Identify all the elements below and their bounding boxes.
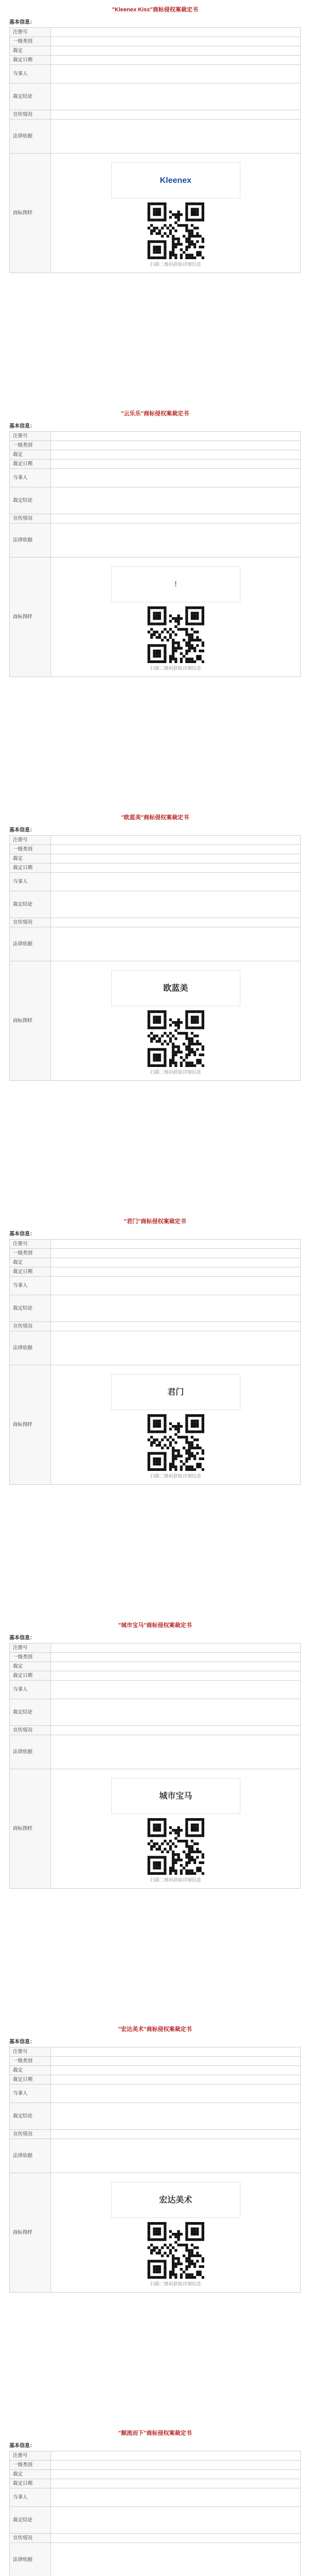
field-label: 注册号 bbox=[10, 2451, 51, 2461]
decision-section bbox=[9, 1218, 301, 1622]
table-row bbox=[10, 1240, 301, 1249]
table-row bbox=[10, 2543, 301, 2576]
field-value bbox=[51, 2479, 301, 2488]
trademark-image-cell bbox=[51, 2173, 301, 2293]
field-label: 宣传情况 bbox=[10, 1726, 51, 1735]
qr-code-icon bbox=[148, 606, 204, 663]
qr-code-icon bbox=[148, 1818, 204, 1875]
table-row bbox=[10, 1331, 301, 1365]
table-row bbox=[10, 120, 301, 154]
section-title: "君门"商标侵权案裁定书 bbox=[124, 1218, 186, 1225]
field-value bbox=[51, 2084, 301, 2103]
basic-info-label: 基本信息： bbox=[9, 1635, 35, 1641]
qr-wrapper bbox=[54, 202, 297, 259]
table-row bbox=[10, 2507, 301, 2534]
table-row bbox=[10, 523, 301, 557]
table-row bbox=[10, 2451, 301, 2461]
table-row bbox=[10, 1699, 301, 1726]
table-row bbox=[10, 1769, 301, 1889]
field-label: 宣传情况 bbox=[10, 514, 51, 523]
field-value bbox=[51, 873, 301, 891]
field-value bbox=[51, 2103, 301, 2130]
field-value bbox=[51, 2543, 301, 2576]
table-row bbox=[10, 1671, 301, 1681]
table-row bbox=[10, 37, 301, 46]
field-value bbox=[51, 1267, 301, 1277]
field-value bbox=[51, 514, 301, 523]
field-label: 法律依据 bbox=[10, 2543, 51, 2576]
field-value bbox=[51, 863, 301, 873]
info-table bbox=[9, 27, 301, 273]
field-label: 裁定结论 bbox=[10, 1295, 51, 1322]
trademark-logo bbox=[111, 970, 240, 1006]
table-row bbox=[10, 28, 301, 37]
table-row bbox=[10, 2479, 301, 2488]
field-label: 裁定日期 bbox=[10, 1671, 51, 1681]
field-value bbox=[51, 28, 301, 37]
field-label: 当事人 bbox=[10, 1277, 51, 1295]
field-value bbox=[51, 891, 301, 918]
field-label: 裁定日期 bbox=[10, 460, 51, 469]
info-table bbox=[9, 2047, 301, 2293]
field-value bbox=[51, 37, 301, 46]
table-row bbox=[10, 557, 301, 677]
field-label: 裁定 bbox=[10, 854, 51, 863]
trademark-image-cell bbox=[51, 961, 301, 1081]
field-label: 商标图样 bbox=[10, 2173, 51, 2293]
qr-code-icon bbox=[148, 2222, 204, 2279]
table-row bbox=[10, 460, 301, 469]
field-label: 注册号 bbox=[10, 1240, 51, 1249]
table-row bbox=[10, 1653, 301, 1662]
table-row bbox=[10, 514, 301, 523]
section-title: "城市宝马"商标侵权案裁定书 bbox=[118, 1622, 192, 1629]
field-value bbox=[51, 441, 301, 450]
basic-info-label: 基本信息： bbox=[9, 423, 35, 429]
trademark-image-cell bbox=[51, 1769, 301, 1889]
table-row bbox=[10, 1277, 301, 1295]
info-table bbox=[9, 2451, 301, 2576]
decision-section bbox=[9, 1622, 301, 2026]
table-row bbox=[10, 56, 301, 65]
field-label: 注册号 bbox=[10, 28, 51, 37]
field-label: 商标图样 bbox=[10, 154, 51, 273]
field-value bbox=[51, 1699, 301, 1726]
qr-caption: 扫描二维码获取详细信息 bbox=[150, 262, 201, 267]
field-label: 当事人 bbox=[10, 1681, 51, 1699]
field-value bbox=[51, 460, 301, 469]
field-value bbox=[51, 2057, 301, 2066]
table-row bbox=[10, 836, 301, 845]
table-row bbox=[10, 2057, 301, 2066]
qr-caption: 扫描二维码获取详细信息 bbox=[150, 666, 201, 671]
table-row bbox=[10, 487, 301, 514]
table-row bbox=[10, 961, 301, 1081]
basic-info-label: 基本信息： bbox=[9, 827, 35, 833]
field-label: 商标图样 bbox=[10, 961, 51, 1081]
field-label: 商标图样 bbox=[10, 1365, 51, 1485]
trademark-image-cell bbox=[51, 1365, 301, 1485]
decision-section bbox=[9, 2026, 301, 2430]
info-table bbox=[9, 1239, 301, 1485]
field-label: 注册号 bbox=[10, 1643, 51, 1653]
field-value bbox=[51, 432, 301, 441]
section-title: "顺流而下"商标侵权案裁定书 bbox=[118, 2430, 192, 2436]
section-title: "宏达美术"商标侵权案裁定书 bbox=[118, 2026, 192, 2032]
field-value bbox=[51, 523, 301, 557]
field-label: 一级类别 bbox=[10, 37, 51, 46]
trademark-mark: 君门 bbox=[167, 1387, 184, 1397]
field-label: 法律依据 bbox=[10, 523, 51, 557]
qr-caption: 扫描二维码获取详细信息 bbox=[150, 2281, 201, 2286]
basic-info-label: 基本信息： bbox=[9, 20, 35, 25]
trademark-logo bbox=[111, 1374, 240, 1410]
field-value bbox=[51, 836, 301, 845]
field-value bbox=[51, 918, 301, 927]
field-value bbox=[51, 1277, 301, 1295]
qr-wrapper bbox=[54, 606, 297, 663]
table-row bbox=[10, 2470, 301, 2479]
table-row bbox=[10, 450, 301, 460]
field-value bbox=[51, 1295, 301, 1322]
table-row bbox=[10, 845, 301, 854]
field-label: 裁定结论 bbox=[10, 83, 51, 110]
field-value bbox=[51, 1258, 301, 1267]
section-title: "Kleenex Kiss"商标侵权案裁定书 bbox=[112, 7, 198, 13]
field-label: 注册号 bbox=[10, 2047, 51, 2057]
decision-section bbox=[9, 2430, 301, 2576]
info-table bbox=[9, 835, 301, 1081]
field-label: 注册号 bbox=[10, 836, 51, 845]
field-label: 裁定 bbox=[10, 2470, 51, 2479]
field-value bbox=[51, 2507, 301, 2534]
field-value bbox=[51, 2461, 301, 2470]
table-row bbox=[10, 1735, 301, 1769]
table-row bbox=[10, 2066, 301, 2075]
table-row bbox=[10, 854, 301, 863]
qr-wrapper bbox=[54, 1818, 297, 1875]
trademark-mark: Kleenex bbox=[159, 176, 192, 185]
table-row bbox=[10, 2461, 301, 2470]
section-title: "欧蓝美"商标侵权案裁定书 bbox=[121, 815, 189, 821]
table-row bbox=[10, 154, 301, 273]
field-label: 当事人 bbox=[10, 2488, 51, 2507]
field-label: 裁定 bbox=[10, 1258, 51, 1267]
field-label: 一级类别 bbox=[10, 441, 51, 450]
table-row bbox=[10, 863, 301, 873]
field-label: 裁定结论 bbox=[10, 487, 51, 514]
field-label: 当事人 bbox=[10, 469, 51, 487]
field-value bbox=[51, 120, 301, 154]
field-value bbox=[51, 110, 301, 120]
qr-code-icon bbox=[148, 1010, 204, 1067]
table-row bbox=[10, 1726, 301, 1735]
table-row bbox=[10, 873, 301, 891]
basic-info-label: 基本信息： bbox=[9, 2039, 35, 2045]
field-value bbox=[51, 83, 301, 110]
field-label: 法律依据 bbox=[10, 120, 51, 154]
field-label: 裁定 bbox=[10, 46, 51, 56]
table-row bbox=[10, 2047, 301, 2057]
table-row bbox=[10, 1322, 301, 1331]
field-value bbox=[51, 1662, 301, 1671]
field-label: 法律依据 bbox=[10, 1331, 51, 1365]
field-label: 裁定日期 bbox=[10, 2075, 51, 2084]
field-label: 裁定日期 bbox=[10, 1267, 51, 1277]
field-value bbox=[51, 2488, 301, 2507]
field-value bbox=[51, 65, 301, 83]
field-label: 当事人 bbox=[10, 65, 51, 83]
trademark-image-cell bbox=[51, 154, 301, 273]
field-value bbox=[51, 2451, 301, 2461]
table-row bbox=[10, 441, 301, 450]
section-title: "云乐乐"商标侵权案裁定书 bbox=[121, 411, 189, 417]
field-label: 商标图样 bbox=[10, 1769, 51, 1889]
decision-section bbox=[9, 410, 301, 814]
trademark-logo bbox=[111, 566, 240, 602]
field-value bbox=[51, 1322, 301, 1331]
field-value bbox=[51, 1240, 301, 1249]
table-row bbox=[10, 2534, 301, 2543]
field-value bbox=[51, 1331, 301, 1365]
field-value bbox=[51, 2130, 301, 2139]
field-value bbox=[51, 927, 301, 961]
field-label: 一级类别 bbox=[10, 2057, 51, 2066]
table-row bbox=[10, 1662, 301, 1671]
field-label: 裁定 bbox=[10, 2066, 51, 2075]
table-row bbox=[10, 2103, 301, 2130]
field-value bbox=[51, 56, 301, 65]
field-value bbox=[51, 854, 301, 863]
field-label: 注册号 bbox=[10, 432, 51, 441]
field-label: 当事人 bbox=[10, 873, 51, 891]
table-row bbox=[10, 2139, 301, 2173]
field-label: 裁定结论 bbox=[10, 2507, 51, 2534]
table-row bbox=[10, 46, 301, 56]
table-row bbox=[10, 2130, 301, 2139]
field-label: 法律依据 bbox=[10, 1735, 51, 1769]
table-row bbox=[10, 1643, 301, 1653]
field-label: 当事人 bbox=[10, 2084, 51, 2103]
field-value bbox=[51, 2139, 301, 2173]
field-value bbox=[51, 1249, 301, 1258]
field-value bbox=[51, 2470, 301, 2479]
field-value bbox=[51, 1726, 301, 1735]
field-value bbox=[51, 1643, 301, 1653]
decision-section bbox=[9, 814, 301, 1218]
table-row bbox=[10, 1295, 301, 1322]
field-label: 法律依据 bbox=[10, 927, 51, 961]
field-value bbox=[51, 2534, 301, 2543]
trademark-mark: 城市宝马 bbox=[159, 1791, 192, 1801]
field-label: 裁定结论 bbox=[10, 891, 51, 918]
field-label: 宣传情况 bbox=[10, 110, 51, 120]
field-label: 宣传情况 bbox=[10, 1322, 51, 1331]
trademark-image-cell bbox=[51, 557, 301, 677]
table-row bbox=[10, 891, 301, 918]
decision-section bbox=[9, 6, 301, 410]
trademark-logo bbox=[111, 1778, 240, 1814]
field-value bbox=[51, 469, 301, 487]
basic-info-label: 基本信息： bbox=[9, 1231, 35, 1237]
field-value bbox=[51, 450, 301, 460]
field-value bbox=[51, 845, 301, 854]
basic-info-label: 基本信息： bbox=[9, 2443, 35, 2449]
field-value bbox=[51, 1735, 301, 1769]
qr-wrapper bbox=[54, 1010, 297, 1067]
table-row bbox=[10, 432, 301, 441]
field-label: 法律依据 bbox=[10, 2139, 51, 2173]
table-row bbox=[10, 2173, 301, 2293]
field-label: 裁定日期 bbox=[10, 56, 51, 65]
info-table bbox=[9, 1643, 301, 1889]
trademark-mark: 宏达美术 bbox=[159, 2195, 192, 2205]
table-row bbox=[10, 65, 301, 83]
table-row bbox=[10, 83, 301, 110]
qr-wrapper bbox=[54, 2222, 297, 2279]
field-value bbox=[51, 1671, 301, 1681]
field-label: 一级类别 bbox=[10, 2461, 51, 2470]
field-label: 裁定 bbox=[10, 450, 51, 460]
qr-caption: 扫描二维码获取详细信息 bbox=[150, 1473, 201, 1479]
field-value bbox=[51, 1681, 301, 1699]
qr-caption: 扫描二维码获取详细信息 bbox=[150, 1877, 201, 1883]
field-label: 裁定结论 bbox=[10, 1699, 51, 1726]
table-row bbox=[10, 918, 301, 927]
field-value bbox=[51, 2075, 301, 2084]
trademark-mark: 欧蓝美 bbox=[163, 984, 188, 993]
field-label: 裁定结论 bbox=[10, 2103, 51, 2130]
trademark-logo bbox=[111, 162, 240, 198]
field-label: 裁定日期 bbox=[10, 2479, 51, 2488]
field-value bbox=[51, 487, 301, 514]
qr-code-icon bbox=[148, 1414, 204, 1471]
table-row bbox=[10, 1365, 301, 1485]
field-label: 一级类别 bbox=[10, 1653, 51, 1662]
field-label: 一级类别 bbox=[10, 845, 51, 854]
table-row bbox=[10, 2075, 301, 2084]
table-row bbox=[10, 1681, 301, 1699]
field-label: 宣传情况 bbox=[10, 2130, 51, 2139]
field-value bbox=[51, 1653, 301, 1662]
qr-caption: 扫描二维码获取详细信息 bbox=[150, 1070, 201, 1075]
field-label: 一级类别 bbox=[10, 1249, 51, 1258]
table-row bbox=[10, 2084, 301, 2103]
field-label: 裁定 bbox=[10, 1662, 51, 1671]
field-value bbox=[51, 46, 301, 56]
field-label: 商标图样 bbox=[10, 557, 51, 677]
trademark-mark: ! bbox=[174, 580, 177, 589]
field-label: 裁定日期 bbox=[10, 863, 51, 873]
table-row bbox=[10, 927, 301, 961]
qr-wrapper bbox=[54, 1414, 297, 1471]
trademark-logo bbox=[111, 2182, 240, 2218]
field-label: 宣传情况 bbox=[10, 918, 51, 927]
table-row bbox=[10, 1258, 301, 1267]
field-label: 宣传情况 bbox=[10, 2534, 51, 2543]
table-row bbox=[10, 1249, 301, 1258]
table-row bbox=[10, 1267, 301, 1277]
info-table bbox=[9, 431, 301, 677]
field-value bbox=[51, 2066, 301, 2075]
field-value bbox=[51, 2047, 301, 2057]
table-row bbox=[10, 2488, 301, 2507]
qr-code-icon bbox=[148, 202, 204, 259]
table-row bbox=[10, 110, 301, 120]
table-row bbox=[10, 469, 301, 487]
